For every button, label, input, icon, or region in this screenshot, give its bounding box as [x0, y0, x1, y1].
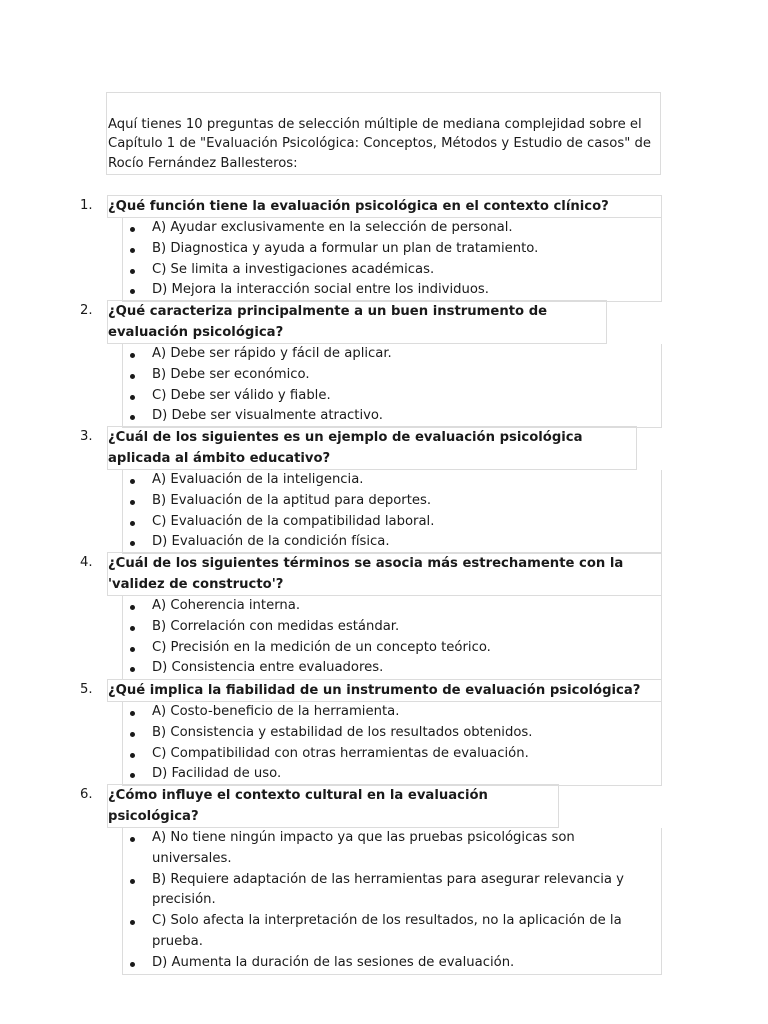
option-item	[123, 280, 661, 301]
option-text: D) Debe ser visualmente atractivo.	[152, 408, 383, 424]
question-text: ¿Cuál de los siguientes términos se asocia más estrechamente con la 'validez de constructo'?	[107, 552, 662, 596]
option-text: C) Evaluación de la compatibilidad laboral.	[152, 513, 435, 529]
options-list	[122, 702, 662, 786]
option-item	[123, 953, 661, 974]
bullet-icon	[130, 541, 135, 546]
option-text: D) Evaluación de la condición física.	[152, 534, 390, 550]
option-text: B) Correlación con medidas estándar.	[152, 618, 400, 634]
option-item	[123, 596, 661, 617]
question-number: 2.	[80, 303, 93, 318]
option-text: D) Mejora la interacción social entre los individuos.	[152, 282, 489, 298]
option-item	[123, 617, 661, 638]
option-item	[123, 386, 661, 407]
bullet-icon	[130, 753, 135, 758]
question-number: 5.	[80, 682, 93, 697]
option-text: D) Aumenta la duración de las sesiones de evaluación.	[152, 954, 515, 970]
options-list	[122, 596, 662, 680]
options-list	[122, 828, 662, 975]
question-3	[80, 426, 662, 554]
option-item	[123, 365, 661, 386]
option-item	[123, 470, 661, 491]
question-number: 6.	[80, 787, 93, 802]
bullet-icon	[130, 647, 135, 652]
bullet-icon	[130, 353, 135, 358]
option-text: B) Consistencia y estabilidad de los resultados obtenidos.	[152, 724, 533, 740]
option-item	[123, 260, 661, 281]
bullet-icon	[130, 227, 135, 232]
bullet-icon	[130, 289, 135, 294]
option-item	[123, 532, 661, 553]
option-item	[123, 658, 661, 679]
question-header	[80, 195, 662, 218]
option-item	[123, 406, 661, 427]
option-text: A) Evaluación de la inteligencia.	[152, 472, 364, 487]
option-text: C) Precisión en la medición de un concepto teórico.	[152, 639, 491, 655]
option-item	[123, 911, 661, 953]
option-text: A) Coherencia interna.	[152, 598, 301, 613]
question-4	[80, 552, 662, 680]
option-text: D) Consistencia entre evaluadores.	[152, 660, 384, 676]
bullet-icon	[130, 269, 135, 274]
option-text: D) Facilidad de uso.	[152, 766, 282, 782]
bullet-icon	[130, 773, 135, 778]
bullet-icon	[130, 626, 135, 631]
option-item	[123, 744, 661, 765]
question-number: 4.	[80, 555, 93, 570]
option-text: C) Se limita a investigaciones académicas.	[152, 261, 435, 277]
bullet-icon	[130, 667, 135, 672]
question-header	[80, 426, 662, 470]
bullet-icon	[130, 837, 135, 842]
question-number: 1.	[80, 198, 93, 213]
bullet-icon	[130, 374, 135, 379]
option-text: B) Requiere adaptación de las herramientas para asegurar relevancia y precisión.	[152, 871, 624, 908]
question-number: 3.	[80, 429, 93, 444]
option-item	[123, 828, 661, 870]
option-item	[123, 723, 661, 744]
option-item	[123, 764, 661, 785]
question-5	[80, 679, 662, 786]
question-6	[80, 784, 662, 975]
question-text: ¿Cuál de los siguientes es un ejemplo de evaluación psicológica aplicada al ámbito educativo?	[107, 426, 637, 470]
options-list	[122, 470, 662, 554]
question-text: ¿Qué implica la fiabilidad de un instrumento de evaluación psicológica?	[107, 679, 662, 702]
question-1	[80, 195, 662, 302]
question-text: ¿Qué caracteriza principalmente a un buen instrumento de evaluación psicológica?	[107, 300, 607, 344]
option-text: B) Debe ser económico.	[152, 366, 310, 382]
option-item	[123, 638, 661, 659]
bullet-icon	[130, 395, 135, 400]
option-text: C) Compatibilidad con otras herramientas de evaluación.	[152, 745, 529, 761]
option-item	[123, 702, 661, 723]
bullet-icon	[130, 479, 135, 484]
bullet-icon	[130, 962, 135, 967]
option-item	[123, 512, 661, 533]
option-item	[123, 870, 661, 912]
bullet-icon	[130, 248, 135, 253]
option-text: A) Costo-beneficio de la herramienta.	[152, 704, 400, 719]
bullet-icon	[130, 500, 135, 505]
question-header	[80, 784, 662, 828]
option-text: B) Diagnostica y ayuda a formular un plan de tratamiento.	[152, 240, 539, 256]
bullet-icon	[130, 521, 135, 526]
bullet-icon	[130, 415, 135, 420]
question-header	[80, 552, 662, 596]
bullet-icon	[130, 732, 135, 737]
intro-paragraph: Aquí tienes 10 preguntas de selección múltiple de mediana complejidad sobre el Capítulo 1 de "Evaluación Psicológica: Conceptos, Métodos y Estudio de casos" de Rocío Fernández Ballesteros:	[106, 92, 661, 175]
option-text: A) No tiene ningún impacto ya que las pruebas psicológicas son universales.	[152, 830, 575, 866]
options-list	[122, 344, 662, 428]
option-text: C) Debe ser válido y fiable.	[152, 387, 331, 403]
question-text: ¿Cómo influye el contexto cultural en la evaluación psicológica?	[107, 784, 559, 828]
bullet-icon	[130, 711, 135, 716]
option-item	[123, 239, 661, 260]
option-item	[123, 344, 661, 365]
option-item	[123, 218, 661, 239]
question-2	[80, 300, 662, 428]
question-text: ¿Qué función tiene la evaluación psicológica en el contexto clínico?	[107, 195, 662, 218]
option-text: B) Evaluación de la aptitud para deportes.	[152, 492, 432, 508]
option-text: C) Solo afecta la interpretación de los resultados, no la aplicación de la prueba.	[152, 913, 622, 949]
question-header	[80, 300, 662, 344]
option-item	[123, 491, 661, 512]
bullet-icon	[130, 605, 135, 610]
bullet-icon	[130, 920, 135, 925]
option-text: A) Ayudar exclusivamente en la selección de personal.	[152, 220, 513, 235]
options-list	[122, 218, 662, 302]
question-header	[80, 679, 662, 702]
option-text: A) Debe ser rápido y fácil de aplicar.	[152, 346, 392, 361]
bullet-icon	[130, 879, 135, 884]
